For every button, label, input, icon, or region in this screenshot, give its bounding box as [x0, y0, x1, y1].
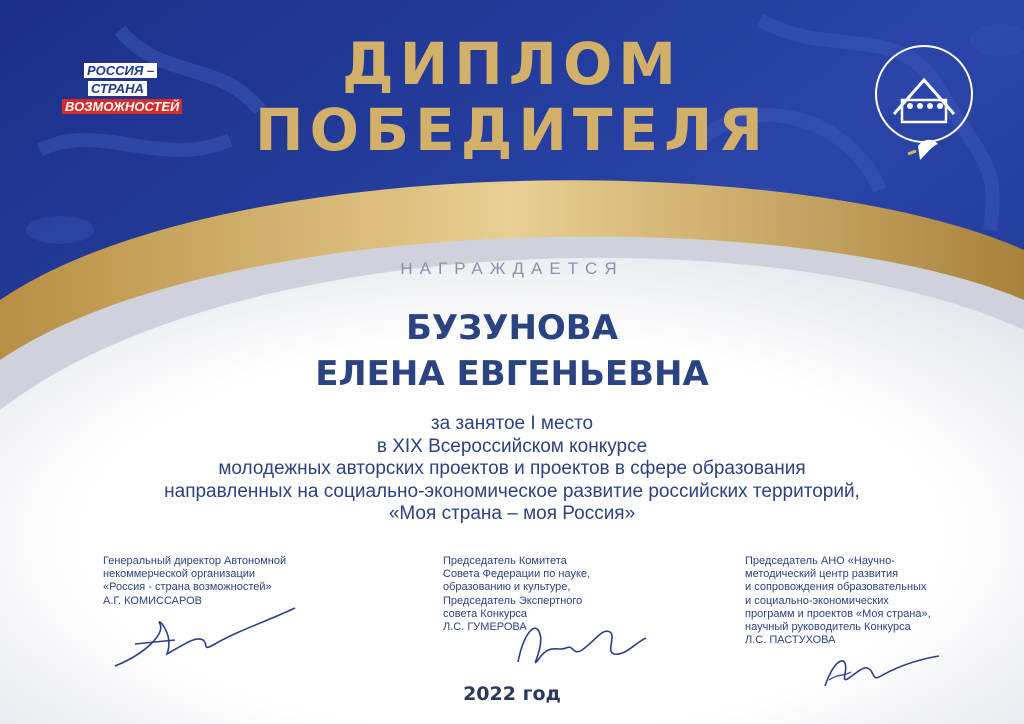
title-line-2: ПОБЕДИТЕЛЯ: [255, 96, 769, 164]
signatory-line: программ и проектов «Моя страна»,: [745, 607, 931, 620]
signatory-line: «Россия - страна возможностей»: [103, 581, 272, 594]
signatory-line: совета Конкурса: [443, 607, 527, 620]
awarded-label: НАГРАЖДАЕТСЯ: [400, 259, 624, 278]
signatory-line: научный руководитель Конкурса: [745, 621, 911, 634]
signatory-name: Л.С. ГУМЕРОВА: [443, 621, 527, 634]
description-line: молодежных авторских проектов и проектов в сфере образования: [218, 458, 806, 479]
signatory-1: [103, 555, 333, 608]
signatory-line: Председатель Экспертного: [443, 594, 583, 607]
diploma-year: 2022 год: [463, 683, 561, 705]
award-description: [60, 413, 964, 526]
description-line: «Моя страна – моя Россия»: [388, 503, 636, 524]
signatory-line: методический центр развития: [745, 568, 899, 581]
logo-line-1: РОССИЯ –: [84, 63, 157, 78]
signatory-line: Совета Федерации по науке,: [443, 568, 591, 581]
description-line: в XIX Всероссийском конкурсе: [376, 435, 648, 457]
recipient-surname: БУЗУНОВА: [405, 308, 619, 348]
title-line-1: ДИПЛОМ: [342, 30, 682, 98]
description-line: за занятое I место: [430, 413, 594, 434]
description-line: направленных на социально-экономическое развитие российских территорий,: [164, 480, 860, 502]
signatory-line: Председатель Комитета: [443, 555, 567, 567]
signature-gumerova: [510, 612, 650, 677]
logo-line-3: ВОЗМОЖНОСТЕЙ: [62, 99, 182, 114]
signatory-line: образованию и культуре,: [443, 581, 571, 594]
my-country-emblem: [868, 42, 980, 172]
signatory-line: Генеральный директор Автономной: [103, 555, 287, 567]
signatory-line: Председатель АНО «Научно-: [745, 555, 895, 567]
signatory-line: и социально-экономических: [745, 594, 889, 607]
signatory-3: [745, 555, 975, 647]
recipient-given-names: ЕЛЕНА ЕВГЕНЬЕВНА: [315, 354, 709, 394]
signatory-line: некоммерческой организации: [103, 568, 256, 581]
signature-komissarov: [105, 604, 305, 674]
signatory-line: и сопровождения образовательных: [745, 581, 927, 594]
logo-line-2: СТРАНА: [88, 81, 147, 96]
signatory-name: А.Г. КОМИССАРОВ: [103, 594, 202, 607]
signatory-name: Л.С. ПАСТУХОВА: [745, 634, 836, 647]
